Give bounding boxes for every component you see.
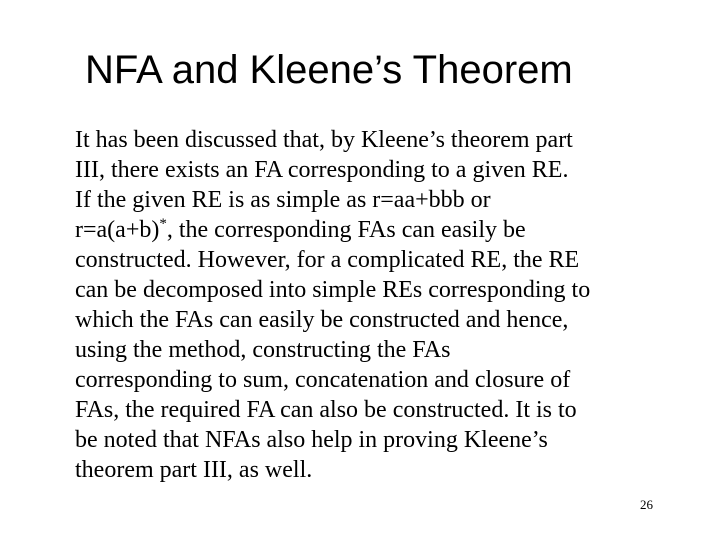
page-number: 26 — [640, 497, 653, 512]
body-line-5: constructed. However, for a complicated RE, the RE — [75, 247, 580, 273]
body-line-4-rest: , the corresponding FAs can easily be — [166, 217, 526, 243]
slide-title: NFA and Kleene’s Theorem — [85, 48, 573, 92]
body-line-2: III, there exists an FA corresponding to a given RE. — [75, 157, 569, 183]
body-line-10: FAs, the required FA can also be constructed. It is to — [75, 397, 577, 423]
body-line-8: using the method, constructing the FAs — [75, 337, 451, 363]
body-line-9: corresponding to sum, concatenation and closure of — [75, 367, 571, 393]
body-line-6: can be decomposed into simple REs corresponding to — [75, 277, 591, 303]
body-line-12: theorem part III, as well. — [75, 457, 313, 483]
body-line-7: which the FAs can easily be constructed and hence, — [75, 307, 569, 333]
kleene-star-superscript: * — [159, 216, 167, 232]
body-line-11: be noted that NFAs also help in proving Kleene’s — [75, 427, 548, 453]
regex-expression: r=a(a+b) — [75, 217, 160, 243]
body-line-1: It has been discussed that, by Kleene’s theorem part — [75, 127, 573, 153]
body-line-3: If the given RE is as simple as r=aa+bbb or — [75, 187, 491, 213]
body-line-4 — [75, 215, 695, 245]
slide-body — [75, 125, 695, 485]
